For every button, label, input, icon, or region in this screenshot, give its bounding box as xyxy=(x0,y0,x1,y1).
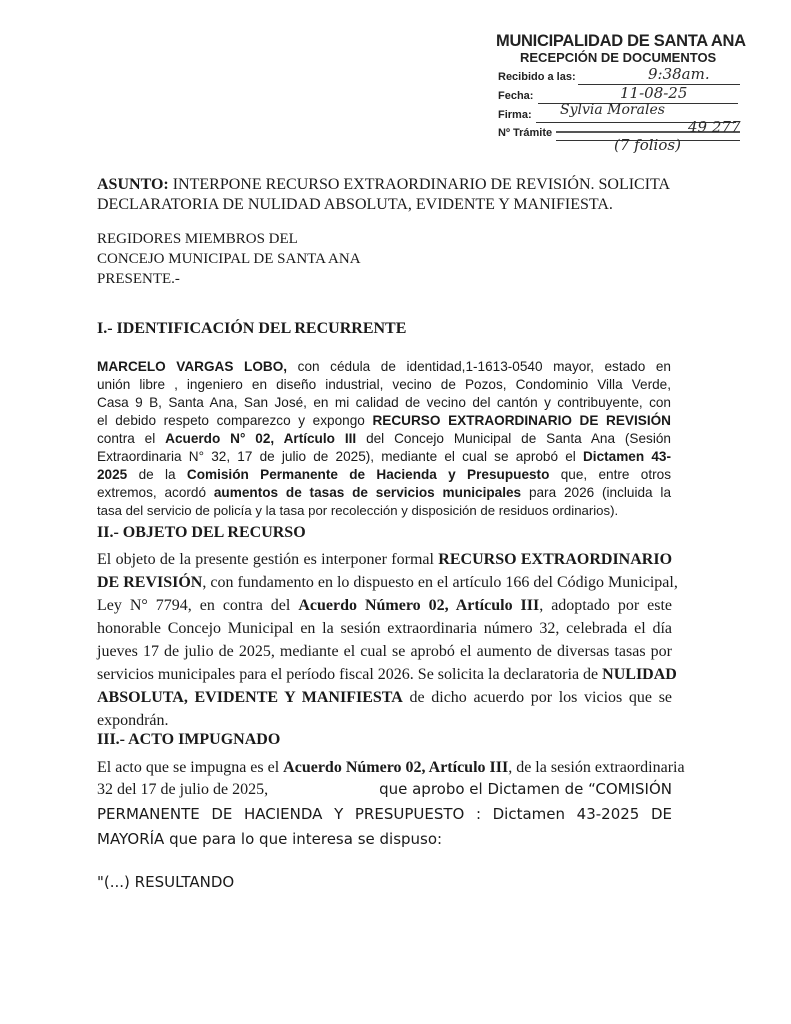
stamp-number-value: 49 277 xyxy=(688,118,741,136)
stamp-subtitle: RECEPCIÓN DE DOCUMENTOS xyxy=(520,50,717,65)
section-3-quote: "(...) RESULTANDO xyxy=(97,873,235,891)
section-2-line: jueves 17 de julio de 2025, mediante el cual se aprobó el aumento de diversas tasas por xyxy=(97,643,672,660)
stamp-date-value: 11-08-25 xyxy=(620,84,688,102)
reception-stamp xyxy=(490,28,786,158)
section-2-line: El objeto de la presente gestión es interponer formal RECURSO EXTRAORDINARIO xyxy=(97,551,673,568)
section-1-line: MARCELO VARGAS LOBO, con cédula de identidad,1-1613-0540 mayor, estado en xyxy=(97,359,671,374)
stamp-received-label: Recibido a las: xyxy=(498,71,576,83)
section-1-line: contra el Acuerdo N° 02, Artículo III del Concejo Municipal de Santa Ana (Sesión xyxy=(97,431,671,446)
section-3-line: El acto que se impugna es el Acuerdo Número 02, Artículo III, de la sesión extraordinaria xyxy=(97,759,685,776)
addressee-line-1: REGIDORES MIEMBROS DEL xyxy=(97,231,298,247)
subject-line-2: DECLARATORIA DE NULIDAD ABSOLUTA, EVIDENTE Y MANIFIESTA. xyxy=(97,196,613,213)
section-1-line: unión libre , ingeniero en diseño industrial, vecino de Pozos, Condominio Villa Verde, xyxy=(97,377,671,392)
section-2-line: expondrán. xyxy=(97,712,169,729)
section-2-line: ABSOLUTA, EVIDENTE Y MANIFIESTA de dicho acuerdo por los vicios que se xyxy=(97,689,673,706)
stamp-date-label: Fecha: xyxy=(498,90,534,102)
section-3-line: 32 del 17 de julio de 2025, que aprobo el Dictamen de “COMISIÓN xyxy=(97,780,672,798)
stamp-number-label: Nº Trámite xyxy=(498,127,553,139)
stamp-received-value: 9:38am. xyxy=(648,65,710,83)
section-1-line: extremos, acordó aumentos de tasas de servicios municipales para 2026 (incluida la xyxy=(97,485,672,500)
subject-label: ASUNTO: xyxy=(97,176,169,193)
subject-text-1: INTERPONE RECURSO EXTRAORDINARIO DE REVISIÓN. SOLICITA xyxy=(172,176,671,193)
section-1-line: Casa 9 B, Santa Ana, San José, en mi calidad de vecino del cantón y contribuyente, con xyxy=(97,395,671,410)
subject-line-1 xyxy=(97,176,670,194)
section-3-heading: III.- ACTO IMPUGNADO xyxy=(97,731,281,748)
section-1-line: tasa del servicio de policía y la tasa por recolección y disposición de residuos ordinarios). xyxy=(97,503,619,518)
section-2-line: honorable Concejo Municipal en la sesión extraordinaria número 32, celebrada el día xyxy=(97,620,672,637)
addressee-line-2: CONCEJO MUNICIPAL DE SANTA ANA xyxy=(97,251,361,267)
stamp-signature-value: Sylvia Morales xyxy=(560,102,665,118)
section-1-line: Extraordinaria N° 32, 17 de julio de 2025), mediante el cual se aprobó el Dictamen 43- xyxy=(97,449,671,464)
section-3-line: PERMANENTE DE HACIENDA Y PRESUPUESTO : Dictamen 43-2025 DE xyxy=(97,805,672,823)
section-1-line: 2025 de la Comisión Permanente de Hacienda y Presupuesto que, entre otros xyxy=(97,467,671,482)
stamp-signature-label: Firma: xyxy=(498,109,532,121)
section-1-heading: I.- IDENTIFICACIÓN DEL RECURRENTE xyxy=(97,320,407,337)
addressee-line-3: PRESENTE.- xyxy=(97,271,180,287)
section-3-line: MAYORÍA que para lo que interesa se dispuso: xyxy=(97,830,443,848)
section-2-line: servicios municipales para el período fiscal 2026. Se solicita la declaratoria de NULIDAD xyxy=(97,666,677,683)
stamp-folios: (7 folios) xyxy=(614,136,681,154)
section-2-line: DE REVISIÓN, con fundamento en lo dispuesto en el artículo 166 del Código Municipal, xyxy=(97,574,678,591)
section-2-line: Ley N° 7794, en contra del Acuerdo Número 02, Artículo III, adoptado por este xyxy=(97,597,673,614)
section-2-heading: II.- OBJETO DEL RECURSO xyxy=(97,524,306,541)
section-1-line: el debido respeto comparezco y expongo RECURSO EXTRAORDINARIO DE REVISIÓN xyxy=(97,413,672,428)
stamp-title: MUNICIPALIDAD DE SANTA ANA xyxy=(496,32,746,50)
